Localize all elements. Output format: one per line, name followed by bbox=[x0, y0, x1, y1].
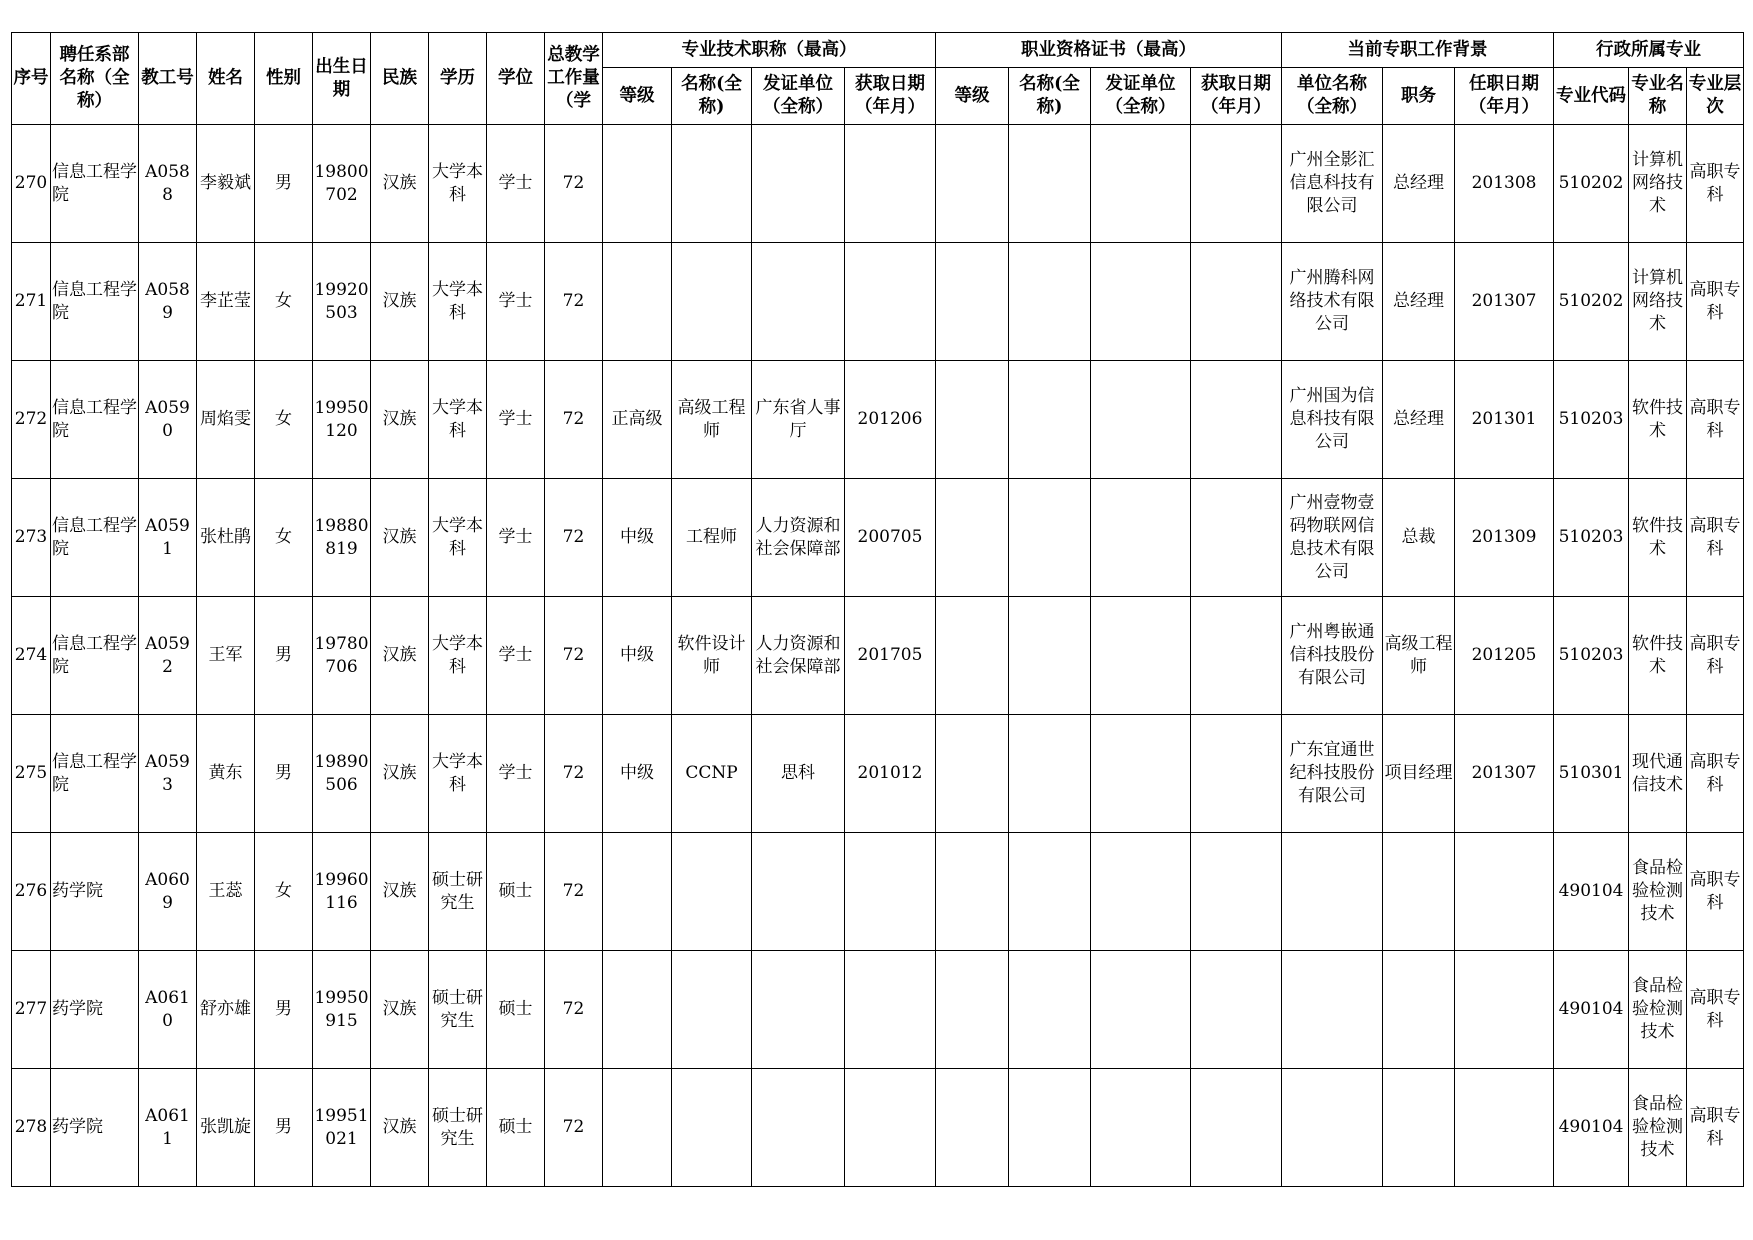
cell-gender: 女 bbox=[255, 243, 313, 361]
cell-dept: 信息工程学院 bbox=[51, 125, 139, 243]
cell-dept: 药学院 bbox=[51, 1069, 139, 1187]
cell-birth: 19960116 bbox=[313, 833, 371, 951]
col-header-degree: 学位 bbox=[487, 33, 545, 125]
col-header-cert-issuer: 发证单位（全称） bbox=[1091, 68, 1191, 125]
col-header-cert-level: 等级 bbox=[936, 68, 1009, 125]
cell-education: 大学本科 bbox=[429, 715, 487, 833]
cell-gender: 女 bbox=[255, 361, 313, 479]
cell-title-issuer: 思科 bbox=[752, 715, 845, 833]
col-header-cert-name: 名称(全称) bbox=[1009, 68, 1091, 125]
cell-title-issuer bbox=[752, 951, 845, 1069]
cell-gender: 女 bbox=[255, 833, 313, 951]
cell-name: 周焰雯 bbox=[197, 361, 255, 479]
cell-major-name: 食品检验检测技术 bbox=[1629, 833, 1687, 951]
cell-title-date: 201012 bbox=[845, 715, 936, 833]
cell-birth: 19950915 bbox=[313, 951, 371, 1069]
cell-cert-name bbox=[1009, 479, 1091, 597]
cell-title-level: 正高级 bbox=[603, 361, 672, 479]
cell-title-date: 200705 bbox=[845, 479, 936, 597]
cell-dept: 信息工程学院 bbox=[51, 597, 139, 715]
cell-cert-issuer bbox=[1091, 833, 1191, 951]
cell-name: 李毅斌 bbox=[197, 125, 255, 243]
cell-birth: 19880819 bbox=[313, 479, 371, 597]
cell-work-date bbox=[1455, 833, 1554, 951]
cell-degree: 硕士 bbox=[487, 833, 545, 951]
table-row bbox=[12, 715, 1744, 833]
cell-workload: 72 bbox=[545, 833, 603, 951]
cell-staff-id: A0593 bbox=[139, 715, 197, 833]
cell-workload: 72 bbox=[545, 597, 603, 715]
cell-birth: 19780706 bbox=[313, 597, 371, 715]
cell-cert-date bbox=[1191, 715, 1282, 833]
cell-ethnicity: 汉族 bbox=[371, 715, 429, 833]
cell-major-code: 490104 bbox=[1554, 951, 1629, 1069]
cell-dept: 信息工程学院 bbox=[51, 479, 139, 597]
cell-title-issuer bbox=[752, 1069, 845, 1187]
cell-work-unit bbox=[1282, 951, 1383, 1069]
cell-seq: 278 bbox=[12, 1069, 51, 1187]
cell-staff-id: A0611 bbox=[139, 1069, 197, 1187]
cell-major-level: 高职专科 bbox=[1687, 951, 1744, 1069]
cell-major-level: 高职专科 bbox=[1687, 1069, 1744, 1187]
cell-work-position: 高级工程师 bbox=[1383, 597, 1455, 715]
cell-dept: 药学院 bbox=[51, 951, 139, 1069]
cell-name: 张杜鹃 bbox=[197, 479, 255, 597]
cell-gender: 男 bbox=[255, 951, 313, 1069]
cell-cert-name bbox=[1009, 951, 1091, 1069]
cell-cert-issuer bbox=[1091, 479, 1191, 597]
cell-cert-issuer bbox=[1091, 597, 1191, 715]
cell-name: 黄东 bbox=[197, 715, 255, 833]
cell-major-level: 高职专科 bbox=[1687, 597, 1744, 715]
cell-education: 大学本科 bbox=[429, 361, 487, 479]
cell-cert-level bbox=[936, 1069, 1009, 1187]
table-row bbox=[12, 1069, 1744, 1187]
cell-cert-name bbox=[1009, 715, 1091, 833]
cell-staff-id: A0609 bbox=[139, 833, 197, 951]
cell-degree: 学士 bbox=[487, 479, 545, 597]
cell-title-name: CCNP bbox=[672, 715, 752, 833]
cell-seq: 273 bbox=[12, 479, 51, 597]
cell-dept: 信息工程学院 bbox=[51, 361, 139, 479]
col-header-title-name: 名称(全称) bbox=[672, 68, 752, 125]
cell-major-level: 高职专科 bbox=[1687, 125, 1744, 243]
cell-title-name bbox=[672, 125, 752, 243]
cell-seq: 272 bbox=[12, 361, 51, 479]
col-header-education: 学历 bbox=[429, 33, 487, 125]
cell-ethnicity: 汉族 bbox=[371, 479, 429, 597]
cell-cert-issuer bbox=[1091, 715, 1191, 833]
cell-cert-name bbox=[1009, 597, 1091, 715]
cell-gender: 男 bbox=[255, 1069, 313, 1187]
cell-title-name bbox=[672, 833, 752, 951]
col-header-seq: 序号 bbox=[12, 33, 51, 125]
cell-cert-date bbox=[1191, 479, 1282, 597]
group-header-cert: 职业资格证书（最高） bbox=[936, 33, 1282, 68]
cell-major-name: 软件技术 bbox=[1629, 597, 1687, 715]
cell-work-unit bbox=[1282, 1069, 1383, 1187]
cell-title-date bbox=[845, 833, 936, 951]
cell-cert-issuer bbox=[1091, 1069, 1191, 1187]
cell-work-date: 201309 bbox=[1455, 479, 1554, 597]
cell-cert-level bbox=[936, 833, 1009, 951]
cell-major-code: 510203 bbox=[1554, 597, 1629, 715]
cell-title-name: 软件设计师 bbox=[672, 597, 752, 715]
cell-staff-id: A0610 bbox=[139, 951, 197, 1069]
cell-ethnicity: 汉族 bbox=[371, 833, 429, 951]
cell-work-position: 项目经理 bbox=[1383, 715, 1455, 833]
cell-ethnicity: 汉族 bbox=[371, 597, 429, 715]
cell-degree: 学士 bbox=[487, 125, 545, 243]
cell-staff-id: A0591 bbox=[139, 479, 197, 597]
table-row bbox=[12, 243, 1744, 361]
cell-gender: 女 bbox=[255, 479, 313, 597]
col-header-name: 姓名 bbox=[197, 33, 255, 125]
cell-major-name: 软件技术 bbox=[1629, 479, 1687, 597]
cell-title-level bbox=[603, 243, 672, 361]
cell-name: 王军 bbox=[197, 597, 255, 715]
cell-work-date bbox=[1455, 1069, 1554, 1187]
cell-cert-date bbox=[1191, 597, 1282, 715]
cell-major-level: 高职专科 bbox=[1687, 361, 1744, 479]
cell-education: 大学本科 bbox=[429, 479, 487, 597]
cell-degree: 学士 bbox=[487, 243, 545, 361]
cell-ethnicity: 汉族 bbox=[371, 243, 429, 361]
cell-degree: 学士 bbox=[487, 361, 545, 479]
cell-cert-date bbox=[1191, 833, 1282, 951]
cell-ethnicity: 汉族 bbox=[371, 361, 429, 479]
cell-work-date bbox=[1455, 951, 1554, 1069]
cell-title-issuer: 人力资源和社会保障部 bbox=[752, 479, 845, 597]
cell-title-level bbox=[603, 1069, 672, 1187]
cell-major-name: 计算机网络技术 bbox=[1629, 243, 1687, 361]
cell-ethnicity: 汉族 bbox=[371, 125, 429, 243]
cell-major-code: 510301 bbox=[1554, 715, 1629, 833]
group-header-work: 当前专职工作背景 bbox=[1282, 33, 1554, 68]
cell-gender: 男 bbox=[255, 125, 313, 243]
cell-title-name bbox=[672, 951, 752, 1069]
cell-workload: 72 bbox=[545, 243, 603, 361]
cell-gender: 男 bbox=[255, 597, 313, 715]
cell-work-date: 201307 bbox=[1455, 243, 1554, 361]
table-row bbox=[12, 951, 1744, 1069]
cell-title-level: 中级 bbox=[603, 715, 672, 833]
col-header-work-position: 职务 bbox=[1383, 68, 1455, 125]
cell-major-code: 490104 bbox=[1554, 1069, 1629, 1187]
col-header-gender: 性别 bbox=[255, 33, 313, 125]
cell-major-code: 490104 bbox=[1554, 833, 1629, 951]
cell-cert-name bbox=[1009, 1069, 1091, 1187]
cell-title-issuer: 人力资源和社会保障部 bbox=[752, 597, 845, 715]
cell-degree: 硕士 bbox=[487, 1069, 545, 1187]
cell-cert-name bbox=[1009, 125, 1091, 243]
cell-major-level: 高职专科 bbox=[1687, 479, 1744, 597]
cell-work-position bbox=[1383, 833, 1455, 951]
cell-work-unit: 广州粤嵌通信科技股份有限公司 bbox=[1282, 597, 1383, 715]
cell-cert-issuer bbox=[1091, 243, 1191, 361]
cell-cert-level bbox=[936, 361, 1009, 479]
cell-cert-level bbox=[936, 951, 1009, 1069]
cell-title-level bbox=[603, 125, 672, 243]
staff-table bbox=[11, 32, 1744, 1187]
cell-title-issuer: 广东省人事厅 bbox=[752, 361, 845, 479]
cell-seq: 277 bbox=[12, 951, 51, 1069]
cell-dept: 信息工程学院 bbox=[51, 243, 139, 361]
cell-cert-level bbox=[936, 243, 1009, 361]
col-header-staff-id: 教工号 bbox=[139, 33, 197, 125]
cell-work-unit: 广东宜通世纪科技股份有限公司 bbox=[1282, 715, 1383, 833]
cell-cert-issuer bbox=[1091, 951, 1191, 1069]
cell-major-level: 高职专科 bbox=[1687, 833, 1744, 951]
cell-workload: 72 bbox=[545, 1069, 603, 1187]
cell-cert-issuer bbox=[1091, 361, 1191, 479]
col-header-work-unit: 单位名称（全称） bbox=[1282, 68, 1383, 125]
cell-work-position: 总经理 bbox=[1383, 361, 1455, 479]
cell-title-level bbox=[603, 951, 672, 1069]
cell-cert-issuer bbox=[1091, 125, 1191, 243]
cell-staff-id: A0592 bbox=[139, 597, 197, 715]
cell-work-unit: 广州国为信息科技有限公司 bbox=[1282, 361, 1383, 479]
cell-major-name: 计算机网络技术 bbox=[1629, 125, 1687, 243]
cell-major-code: 510203 bbox=[1554, 361, 1629, 479]
cell-title-issuer bbox=[752, 243, 845, 361]
cell-ethnicity: 汉族 bbox=[371, 951, 429, 1069]
cell-work-position: 总经理 bbox=[1383, 125, 1455, 243]
cell-seq: 271 bbox=[12, 243, 51, 361]
cell-title-level bbox=[603, 833, 672, 951]
cell-cert-name bbox=[1009, 833, 1091, 951]
cell-gender: 男 bbox=[255, 715, 313, 833]
cell-major-code: 510202 bbox=[1554, 243, 1629, 361]
cell-birth: 19800702 bbox=[313, 125, 371, 243]
cell-staff-id: A0590 bbox=[139, 361, 197, 479]
col-header-title-date: 获取日期（年月） bbox=[845, 68, 936, 125]
cell-major-name: 食品检验检测技术 bbox=[1629, 1069, 1687, 1187]
cell-major-level: 高职专科 bbox=[1687, 715, 1744, 833]
cell-dept: 信息工程学院 bbox=[51, 715, 139, 833]
cell-name: 李芷莹 bbox=[197, 243, 255, 361]
cell-seq: 270 bbox=[12, 125, 51, 243]
cell-education: 硕士研究生 bbox=[429, 951, 487, 1069]
cell-staff-id: A0588 bbox=[139, 125, 197, 243]
cell-work-unit: 广州壹物壹码物联网信息技术有限公司 bbox=[1282, 479, 1383, 597]
cell-workload: 72 bbox=[545, 951, 603, 1069]
cell-major-name: 软件技术 bbox=[1629, 361, 1687, 479]
cell-education: 硕士研究生 bbox=[429, 833, 487, 951]
cell-major-level: 高职专科 bbox=[1687, 243, 1744, 361]
cell-work-unit: 广州全影汇信息科技有限公司 bbox=[1282, 125, 1383, 243]
cell-degree: 学士 bbox=[487, 597, 545, 715]
cell-title-issuer bbox=[752, 125, 845, 243]
cell-birth: 19951021 bbox=[313, 1069, 371, 1187]
col-header-ethnicity: 民族 bbox=[371, 33, 429, 125]
cell-title-name bbox=[672, 1069, 752, 1187]
cell-title-date bbox=[845, 125, 936, 243]
cell-cert-date bbox=[1191, 243, 1282, 361]
cell-title-date bbox=[845, 1069, 936, 1187]
cell-ethnicity: 汉族 bbox=[371, 1069, 429, 1187]
cell-work-position bbox=[1383, 951, 1455, 1069]
cell-title-name bbox=[672, 243, 752, 361]
table-body bbox=[12, 125, 1744, 1187]
cell-education: 大学本科 bbox=[429, 125, 487, 243]
cell-work-unit: 广州腾科网络技术有限公司 bbox=[1282, 243, 1383, 361]
col-header-cert-date: 获取日期（年月） bbox=[1191, 68, 1282, 125]
cell-cert-level bbox=[936, 125, 1009, 243]
cell-cert-date bbox=[1191, 361, 1282, 479]
cell-cert-level bbox=[936, 597, 1009, 715]
cell-title-name: 高级工程师 bbox=[672, 361, 752, 479]
cell-workload: 72 bbox=[545, 715, 603, 833]
cell-work-position: 总经理 bbox=[1383, 243, 1455, 361]
cell-major-code: 510203 bbox=[1554, 479, 1629, 597]
col-header-dept: 聘任系部名称（全称） bbox=[51, 33, 139, 125]
cell-degree: 学士 bbox=[487, 715, 545, 833]
cell-dept: 药学院 bbox=[51, 833, 139, 951]
cell-cert-date bbox=[1191, 951, 1282, 1069]
cell-work-unit bbox=[1282, 833, 1383, 951]
cell-cert-level bbox=[936, 715, 1009, 833]
col-header-major-level: 专业层次 bbox=[1687, 68, 1744, 125]
col-header-work-date: 任职日期（年月） bbox=[1455, 68, 1554, 125]
group-header-major: 行政所属专业 bbox=[1554, 33, 1744, 68]
col-header-title-level: 等级 bbox=[603, 68, 672, 125]
cell-birth: 19920503 bbox=[313, 243, 371, 361]
cell-workload: 72 bbox=[545, 361, 603, 479]
cell-workload: 72 bbox=[545, 125, 603, 243]
cell-cert-date bbox=[1191, 1069, 1282, 1187]
cell-title-name: 工程师 bbox=[672, 479, 752, 597]
group-header-title: 专业技术职称（最高） bbox=[603, 33, 936, 68]
cell-work-date: 201301 bbox=[1455, 361, 1554, 479]
cell-name: 张凯旋 bbox=[197, 1069, 255, 1187]
cell-work-date: 201308 bbox=[1455, 125, 1554, 243]
cell-cert-level bbox=[936, 479, 1009, 597]
cell-name: 王蕊 bbox=[197, 833, 255, 951]
col-header-title-issuer: 发证单位（全称） bbox=[752, 68, 845, 125]
cell-title-level: 中级 bbox=[603, 479, 672, 597]
cell-major-name: 现代通信技术 bbox=[1629, 715, 1687, 833]
col-header-birth: 出生日期 bbox=[313, 33, 371, 125]
cell-workload: 72 bbox=[545, 479, 603, 597]
cell-cert-name bbox=[1009, 361, 1091, 479]
table-row bbox=[12, 361, 1744, 479]
table-row bbox=[12, 597, 1744, 715]
cell-seq: 276 bbox=[12, 833, 51, 951]
cell-title-date: 201705 bbox=[845, 597, 936, 715]
cell-education: 硕士研究生 bbox=[429, 1069, 487, 1187]
cell-title-level: 中级 bbox=[603, 597, 672, 715]
table-row bbox=[12, 479, 1744, 597]
cell-title-date bbox=[845, 951, 936, 1069]
table-row bbox=[12, 125, 1744, 243]
cell-work-date: 201307 bbox=[1455, 715, 1554, 833]
cell-degree: 硕士 bbox=[487, 951, 545, 1069]
cell-major-code: 510202 bbox=[1554, 125, 1629, 243]
cell-education: 大学本科 bbox=[429, 597, 487, 715]
cell-staff-id: A0589 bbox=[139, 243, 197, 361]
cell-work-date: 201205 bbox=[1455, 597, 1554, 715]
cell-title-date: 201206 bbox=[845, 361, 936, 479]
cell-work-position bbox=[1383, 1069, 1455, 1187]
cell-education: 大学本科 bbox=[429, 243, 487, 361]
cell-birth: 19890506 bbox=[313, 715, 371, 833]
col-header-workload: 总教学工作量（学 bbox=[545, 33, 603, 125]
cell-major-name: 食品检验检测技术 bbox=[1629, 951, 1687, 1069]
col-header-major-name: 专业名称 bbox=[1629, 68, 1687, 125]
cell-title-date bbox=[845, 243, 936, 361]
cell-cert-date bbox=[1191, 125, 1282, 243]
col-header-major-code: 专业代码 bbox=[1554, 68, 1629, 125]
cell-name: 舒亦雄 bbox=[197, 951, 255, 1069]
cell-work-position: 总裁 bbox=[1383, 479, 1455, 597]
cell-seq: 274 bbox=[12, 597, 51, 715]
cell-birth: 19950120 bbox=[313, 361, 371, 479]
cell-title-issuer bbox=[752, 833, 845, 951]
cell-seq: 275 bbox=[12, 715, 51, 833]
cell-cert-name bbox=[1009, 243, 1091, 361]
table-row bbox=[12, 833, 1744, 951]
